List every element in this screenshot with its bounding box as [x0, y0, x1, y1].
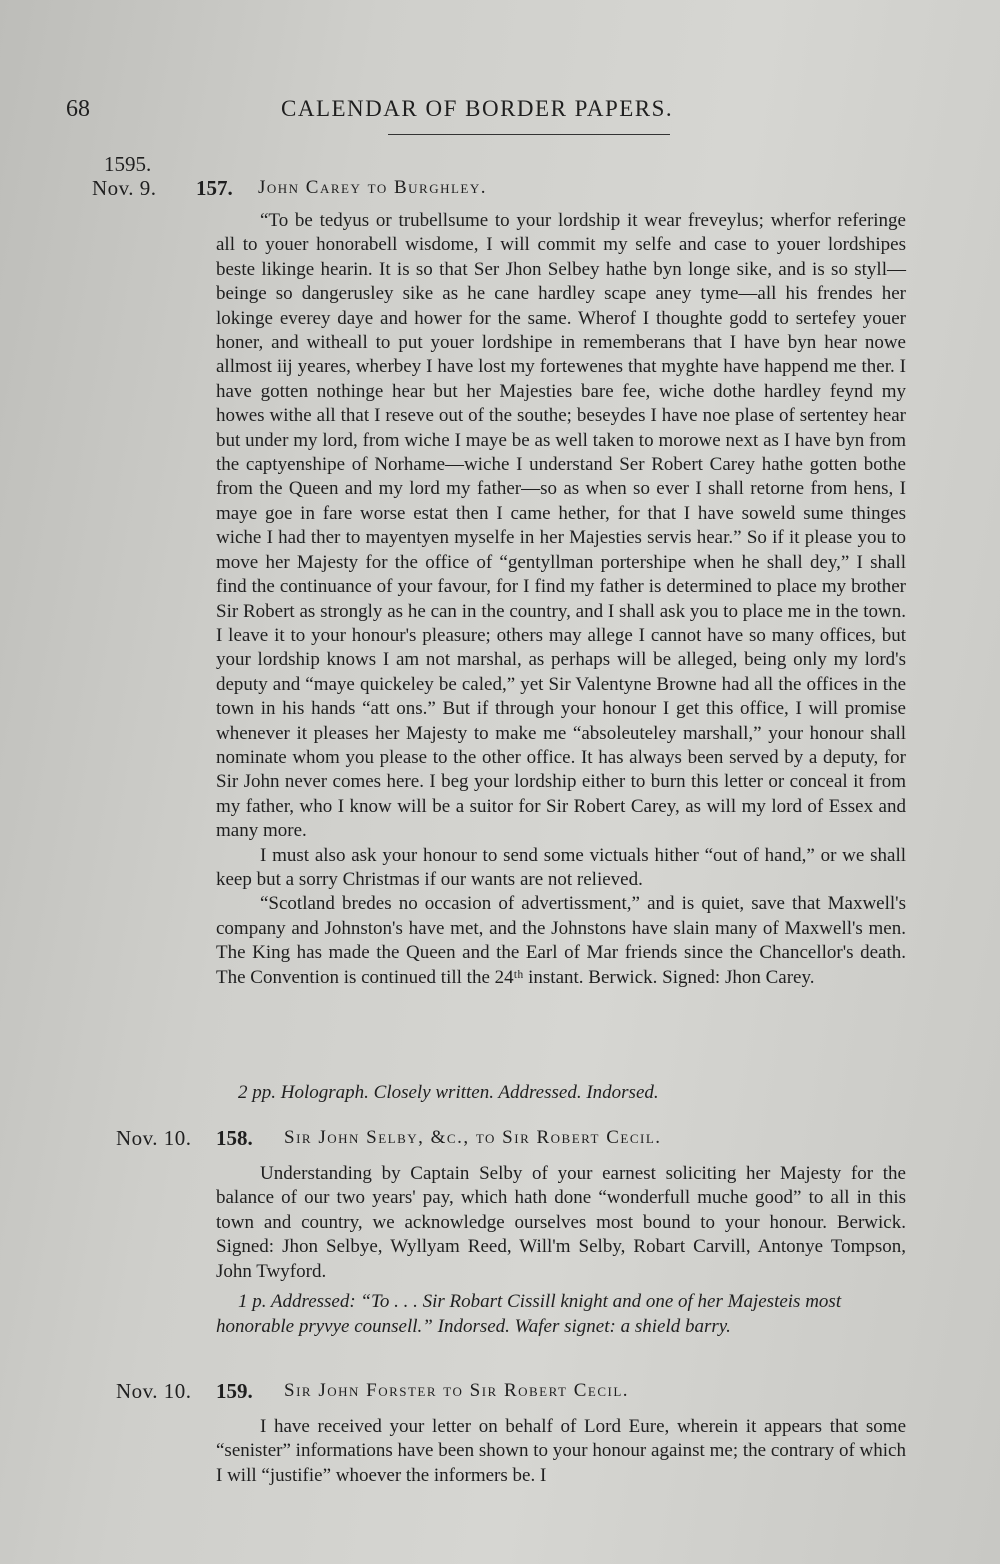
paragraph: Understanding by Captain Selby of your earnest soliciting her Majesty for the balance of our two years' pay, which hath done “wonderfull muche good” to all in this town and country, we acknowledge ourselves most bound to your honour. Berwick. Signed: Jhon Selbye, Wyllyam Reed, Will'm Selby, Robart Carvill, Antonye Tompson, John Twyford.: [216, 1163, 906, 1282]
entry-date: Nov. 10.: [116, 1379, 192, 1403]
entry-body: [216, 1162, 906, 1284]
page-number: 68: [66, 96, 90, 122]
page-header: [0, 96, 1000, 136]
paragraph: I must also ask your honour to send some victuals hither “out of hand,” or we shall keep but a sorry Christmas if our wants are not relieved.: [216, 844, 906, 890]
entry-body: [216, 209, 906, 990]
header-rule: [388, 134, 670, 135]
entry-note: 1 p. Addressed: “To . . . Sir Robart Cissill knight and one of her Majesteis most honorable pryvye counsell.” Indorsed. Wafer signet: a shield barry.: [216, 1291, 842, 1337]
entry-year: 1595.: [104, 152, 152, 176]
entry-number: 158.: [216, 1126, 253, 1150]
entry-note: 2 pp. Holograph. Closely written. Addressed. Indorsed.: [238, 1082, 659, 1103]
entry-date: Nov. 9.: [92, 176, 157, 200]
entry-date: Nov. 10.: [116, 1126, 192, 1150]
paragraph: “Scotland bredes no occasion of advertissment,” and is quiet, save that Maxwell's company and Johnston's have met, and the Johnstons have slain many of Maxwell's men. The King has made the Queen and the Earl of Mar friends since the Chancellor's death. The Convention is continued till the 24ᵗʰ instant. Berwick. Signed: Jhon Carey.: [216, 893, 906, 988]
running-title: CALENDAR OF BORDER PAPERS.: [281, 96, 674, 121]
entry-number: 159.: [216, 1379, 253, 1403]
entry-body: [216, 1415, 906, 1488]
entry-number: 157.: [196, 176, 233, 200]
paragraph: “To be tedyus or trubellsume to your lordship it wear freveylus; wherfor referinge all to youer honorabell wisdome, I will commit my selfe and case to youer lordshipes beste likinge hearin. It is so that Ser Jhon Selbey hathe byn longe sike, and is so styll—beinge so dangerusley sike as he cane hardley scape aney tyme—all his frendes her lokinge everey daye and hower for the same. Wherof I thoughte godd to sertefey youer honer, and witheall to put youer lordshipe in rememberans that I have byn hear nowe allmost iij yeares, wherbey I have lost my fortewenes that myghte have happend me ther. I have gotten nothinge hear but her Majesties bare fee, wiche dothe hardley feynd my howes withe all that I reseve out of the southe; beseydes I have noe plase of sertentey hear but under my lord, from wiche I maye be as well taken to morowe next as I have byn from the captyenshipe of Norhame—wiche I understand Ser Robert Carey hathe gotten bothe from the Queen and my lord my father—so as when so ever I shall retorne from hens, I maye goe in fare worse estat then I came hether, for that I have soweld sume thinges wiche I had ther to mayentyen myselfe in her Majesties servis hear.” So if it please you to move her Majesty for the office of “gentyllman portershipe when he shall dey,” I shall find the continuance of your favour, for I find my father is determined to place my brother Sir Robert as strongly as he can in the country, and I shall ask you to place me in the town. I leave it to your honour's pleasure; others may allege I cannot have so many offices, but your lordship knows I am not marshal, as perhaps will be alleged, being only my lord's deputy and “maye quickeley be caled,” yet Sir Valentyne Browne had all the offices in the town in his hands “att ons.” But if through your honour I get this office, I will promise whenever it pleases her Majesty to make me “absoleuteley marshall,” your honour shall nominate whom you please to the other office. It has always been served by a deputy, for Sir John never comes here. I beg your lordship either to burn this letter or conceal it from my father, who I know will be a suitor for Sir Robert Carey, as will my lord of Essex and many more.: [216, 210, 906, 842]
entry-title: John Carey to Burghley.: [258, 177, 487, 198]
entry-title: Sir John Selby, &c., to Sir Robert Cecil.: [284, 1127, 662, 1148]
paragraph: I have received your letter on behalf of Lord Eure, wherein it appears that some “senister” informations have been shown to your honour against me; the contrary of which I will “justifie” whoever the informers be. I: [216, 1416, 906, 1486]
entry-title: Sir John Forster to Sir Robert Cecil.: [284, 1380, 630, 1401]
